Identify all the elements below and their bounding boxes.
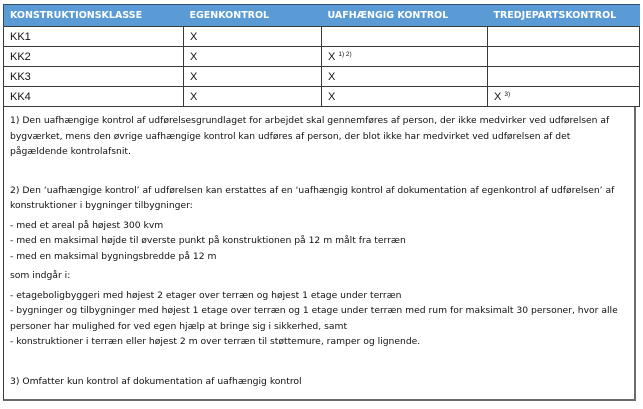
footnote-2-item: - konstruktioner i terræn eller højest 2 m over terræn til støttemure, ramper og lignende. (10, 336, 421, 347)
cell-egenkontrol: X (184, 67, 322, 87)
cell-value: X (328, 70, 336, 83)
cell-tredjepart (488, 47, 640, 67)
cell-klasse: KK3 (4, 67, 184, 87)
footnotes-box (3, 107, 636, 401)
footnote-2-item: - bygninger og tilbygninger med højest 1 etage over terræn og 1 etage under terræn med rum for maksimalt 30 personer, hvor alle personer har mulighed for ved egen hjælp at bringe sig i sikkerhed, samt (10, 305, 618, 332)
footnote-ref: 3) (504, 90, 511, 98)
cell-uafhaengig (322, 87, 488, 107)
cell-klasse: KK4 (4, 87, 184, 107)
header-uafhaengig-kontrol: UAFHÆNGIG KONTROL (322, 5, 488, 27)
footnote-2-which: som indgår i: (10, 270, 71, 281)
header-egenkontrol: EGENKONTROL (184, 5, 322, 27)
cell-uafhaengig (322, 27, 488, 47)
cell-value: X (328, 90, 336, 103)
header-konstruktionsklasse: KONSTRUKTIONSKLASSE (4, 5, 184, 27)
footnote-2-condition: - med et areal på højest 300 kvm (10, 219, 164, 231)
footnote-3: 3) Omfatter kun kontrol af dokumentation af uafhængig kontrol (10, 375, 302, 387)
footnote-1: 1) Den uafhængige kontrol af udførelsesgrundlaget for arbejdet skal gennemføres af person, der ikke medvirker ved udførelsen af bygværket, mens den øvrige uafhængige kontrol kan udføres af person, der blot ikke har medvirket ved udførelsen af det pågældende kontrolafsnit. (10, 115, 610, 157)
control-class-document (3, 4, 639, 401)
table-row (4, 67, 640, 87)
cell-egenkontrol: X (184, 87, 322, 107)
cell-egenkontrol: X (184, 27, 322, 47)
footnote-2-intro: 2) Den ‘uafhængige kontrol’ af udførelsen kan erstattes af en ‘uafhængig kontrol af dokumentation af egenkontrol af udførelsen’ af konstruktioner i bygninger tilbygninger: (10, 184, 615, 211)
table-header-row (4, 5, 640, 27)
cell-uafhaengig (322, 47, 488, 67)
cell-value: X (328, 50, 336, 63)
table-row (4, 87, 640, 107)
footnote-2-condition: - med en maksimal bygningsbredde på 12 m (10, 250, 217, 262)
cell-tredjepart (488, 27, 640, 47)
cell-klasse: KK2 (4, 47, 184, 67)
cell-value: X (494, 90, 502, 103)
cell-uafhaengig (322, 67, 488, 87)
table-row (4, 27, 640, 47)
table-row (4, 47, 640, 67)
cell-egenkontrol: X (184, 47, 322, 67)
cell-tredjepart (488, 67, 640, 87)
footnote-2-condition: - med en maksimal højde til øverste punkt på konstruktionen på 12 m målt fra terræn (10, 235, 406, 246)
footnote-ref: 1) 2) (338, 50, 352, 58)
control-class-table (3, 4, 640, 107)
footnote-2-item: - etageboligbyggeri med højest 2 etager over terræn og højest 1 etage under terræn (10, 289, 402, 301)
cell-klasse: KK1 (4, 27, 184, 47)
cell-tredjepart (488, 87, 640, 107)
header-tredjepartskontrol: TREDJEPARTSKONTROL (488, 5, 640, 27)
